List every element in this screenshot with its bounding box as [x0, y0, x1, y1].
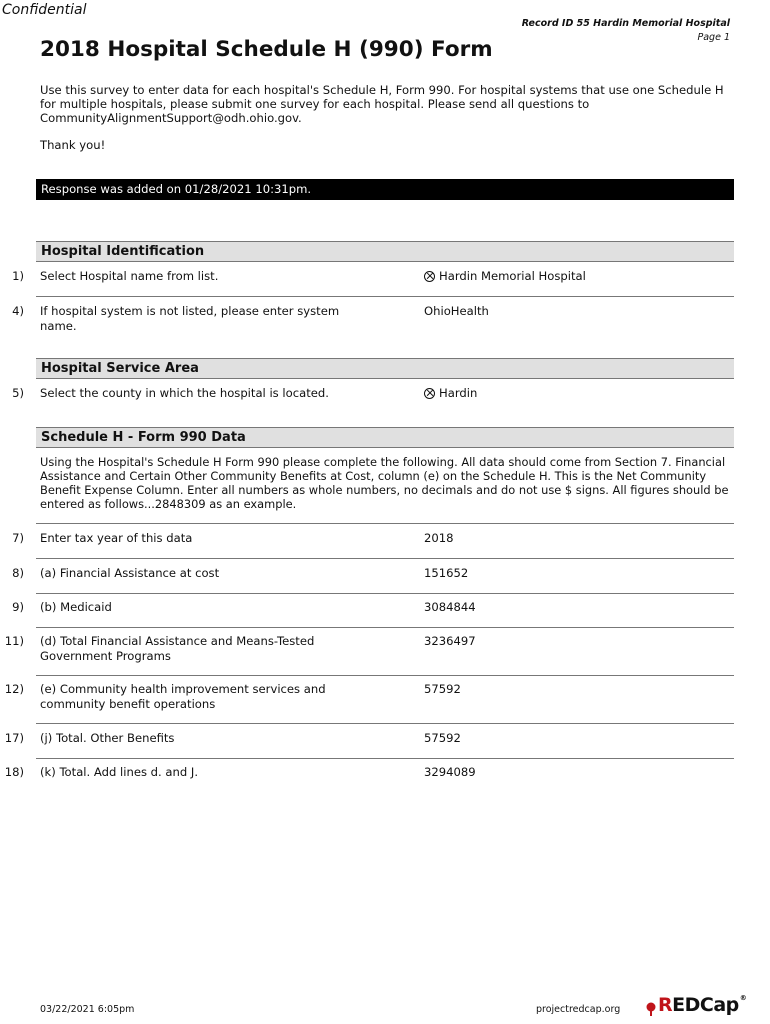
question-text: (k) Total. Add lines d. and J. — [40, 765, 199, 779]
question-text: If hospital system is not listed, please enter system name. — [40, 304, 340, 333]
question-number: 5) — [12, 386, 24, 400]
row-divider — [36, 723, 734, 724]
answer-field — [424, 386, 477, 401]
answer-value: 3294089 — [424, 765, 476, 779]
answer-value: Hardin Memorial Hospital — [439, 269, 586, 283]
answer-field — [424, 531, 454, 546]
redcap-logo-text: REDCap® — [658, 994, 747, 1016]
answer-field — [424, 634, 476, 649]
answer-field — [424, 600, 476, 615]
answer-value: 2018 — [424, 531, 454, 545]
section-hospital-service-area: Hospital Service Area — [36, 358, 734, 379]
answer-value: Hardin — [439, 386, 478, 400]
answer-field — [424, 566, 468, 581]
row-divider — [36, 758, 734, 759]
question-text: (b) Medicaid — [40, 600, 112, 614]
radio-selected-icon — [424, 388, 435, 399]
question-text: (e) Community health improvement services and community benefit operations — [40, 682, 326, 711]
answer-field — [424, 765, 476, 780]
question-number: 17) — [4, 731, 24, 745]
question-number: 8) — [12, 566, 24, 580]
row-divider — [36, 593, 734, 594]
row-divider — [36, 296, 734, 297]
answer-field — [424, 304, 489, 319]
question-text: (j) Total. Other Benefits — [40, 731, 175, 745]
redcap-logo — [644, 994, 746, 1016]
question-number: 1) — [12, 269, 24, 283]
question-number: 12) — [4, 682, 24, 696]
response-added-bar: Response was added on 01/28/2021 10:31pm. — [36, 179, 734, 200]
intro-text: Use this survey to enter data for each hospital's Schedule H, Form 990. For hospital systems that use one Schedule H for multiple hospitals, please submit one survey for each hospital. Please send all questions to CommunityAlignmentSupport@odh.ohio.gov. — [40, 83, 724, 125]
row-divider — [36, 523, 734, 524]
record-id: Record ID 55 Hardin Memorial Hospital — [521, 18, 730, 29]
row-divider — [36, 558, 734, 559]
section-hospital-identification: Hospital Identification — [36, 241, 734, 262]
question-number: 4) — [12, 304, 24, 318]
question-number: 9) — [12, 600, 24, 614]
question-number: 7) — [12, 531, 24, 545]
answer-field — [424, 682, 461, 697]
thanks-text: Thank you! — [40, 138, 106, 152]
answer-value: 3084844 — [424, 600, 476, 614]
redcap-logo-icon — [644, 1002, 658, 1016]
answer-field — [424, 731, 461, 746]
answer-value: 3236497 — [424, 634, 476, 648]
row-divider — [36, 627, 734, 628]
question-text: (d) Total Financial Assistance and Means-Tested Government Programs — [40, 634, 315, 663]
question-text: Select Hospital name from list. — [40, 269, 219, 283]
section-schedule-h: Schedule H - Form 990 Data — [36, 427, 734, 448]
page-number: Page 1 — [697, 32, 730, 43]
footer-url[interactable]: projectredcap.org — [536, 1004, 621, 1015]
footer-date: 03/22/2021 6:05pm — [40, 1004, 135, 1015]
question-number: 11) — [4, 634, 24, 648]
confidential-label: Confidential — [2, 2, 87, 18]
section-description: Using the Hospital's Schedule H Form 990 please complete the following. All data should come from Section 7. Financial Assistance and Certain Other Community Benefits at Cost, column (e) on the Schedule H. This is the Net Community Benefit Expense Column. Enter all numbers as whole numbers, no decimals and do not use $ signs. All figures should be entered as follows...2848309 as an example. — [40, 455, 729, 511]
answer-field — [424, 269, 586, 284]
answer-value: 151652 — [424, 566, 469, 580]
page-title: 2018 Hospital Schedule H (990) Form — [40, 37, 493, 62]
question-number: 18) — [4, 765, 24, 779]
radio-selected-icon — [424, 271, 435, 282]
question-text: Select the county in which the hospital is located. — [40, 386, 329, 400]
answer-value: 57592 — [424, 731, 461, 745]
question-text: (a) Financial Assistance at cost — [40, 566, 220, 580]
question-text: Enter tax year of this data — [40, 531, 193, 545]
answer-value: OhioHealth — [424, 304, 489, 318]
answer-value: 57592 — [424, 682, 461, 696]
row-divider — [36, 675, 734, 676]
